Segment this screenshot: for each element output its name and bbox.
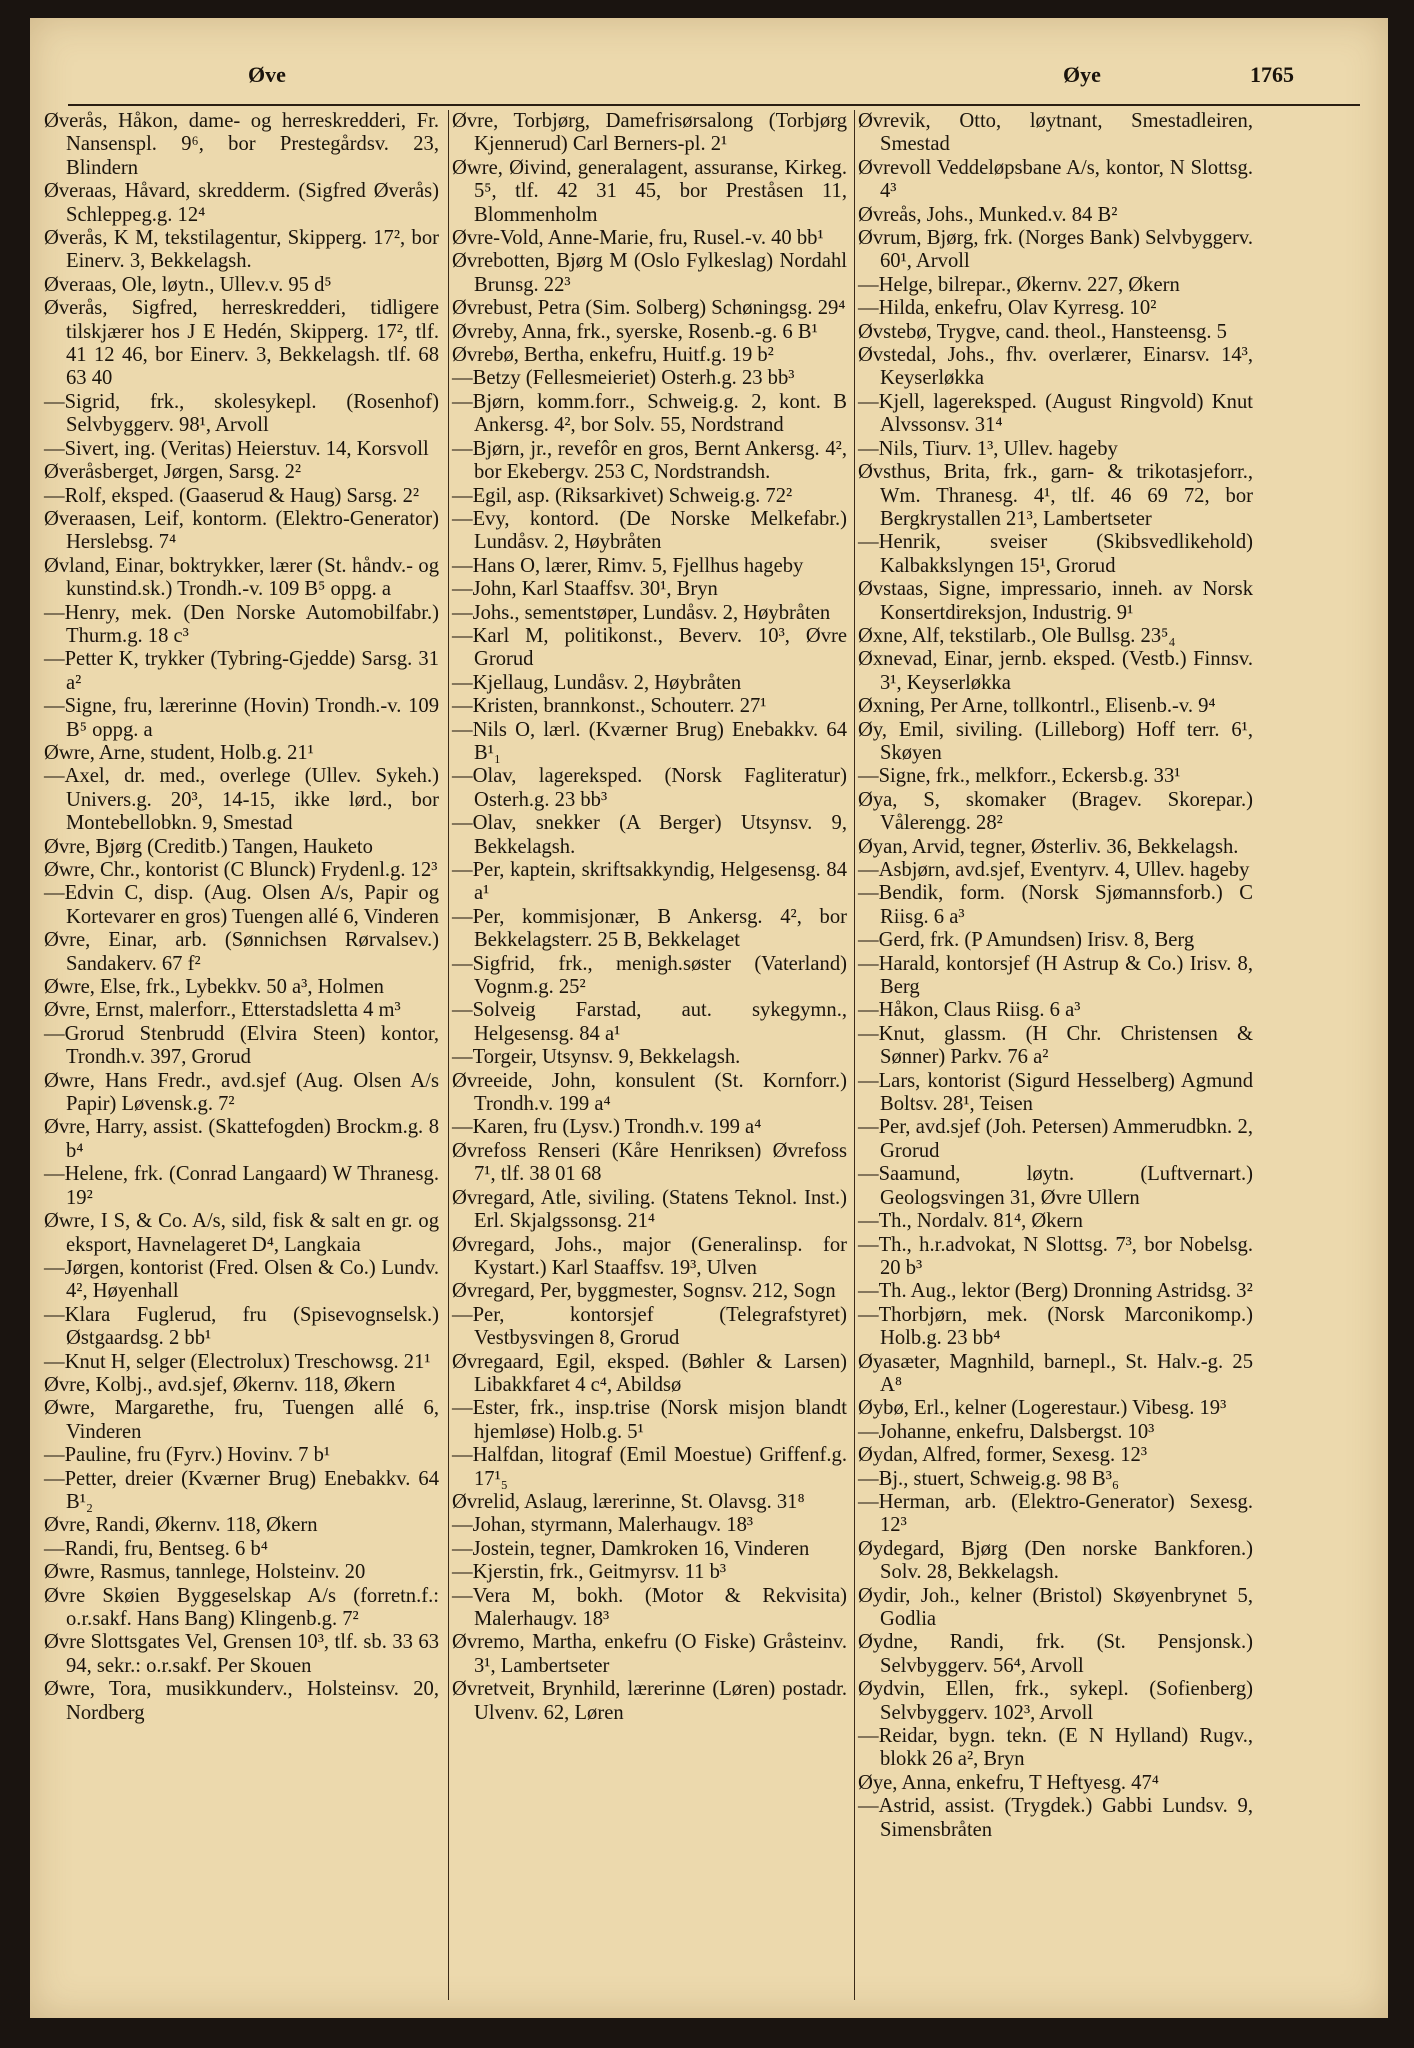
directory-entry: —Rolf, eksped. (Gaaserud & Haug) Sarsg. 2² — [44, 484, 420, 507]
directory-entry: Øwre, Tora, musikkunderv., Holsteinsv. 20, Nordberg — [44, 1678, 439, 1724]
directory-entry: Øvre, Randi, Økernv. 118, Økern — [44, 1514, 318, 1537]
column-3 — [858, 110, 1253, 1842]
directory-entry: —Harald, kontorsjef (H Astrup & Co.) Irisv. 8, Berg — [858, 952, 1253, 999]
directory-entry: —Johs., sementstøper, Lundåsv. 2, Høybråten — [452, 601, 831, 624]
directory-entry: Øveraas, Håvard, skredderm. (Sigfred Øverås) Schleppeg.g. 12⁴ — [44, 180, 439, 226]
directory-entry: Øvrelid, Aslaug, lærerinne, St. Olavsg. 31⁸ — [452, 1490, 805, 1513]
directory-entry: Øvrebotten, Bjørg M (Oslo Fylkeslag) Nordahl Brunsg. 22³ — [452, 250, 847, 296]
directory-entry: Øvre, Torbjørg, Damefrisørsalong (Torbjørg Kjennerud) Carl Berners-pl. 2¹ — [452, 110, 847, 156]
directory-entry: —Per, kommisjonær, B Ankersg. 4², bor Bekkelagsterr. 25 B, Bekkelaget — [452, 905, 847, 952]
column-divider — [448, 110, 449, 2000]
directory-entry: —Reidar, bygn. tekn. (E N Hylland) Rugv., blokk 26 a², Bryn — [858, 1725, 1253, 1771]
directory-entry: —Astrid, assist. (Trygdek.) Gabbi Lundsv. 9, Simensbråten — [858, 1795, 1253, 1841]
directory-entry: Øverås, K M, tekstilagentur, Skipperg. 17², bor Einerv. 3, Bekkelagsh. — [44, 227, 439, 273]
directory-entry: —Henry, mek. (Den Norske Automobilfabr.) Thurm.g. 18 c³ — [44, 601, 439, 647]
page-number: 1765 — [1250, 62, 1294, 87]
directory-entry: —Hilda, enkefru, Olav Kyrresg. 10² — [858, 297, 1157, 320]
directory-entry: Øya, S, skomaker (Bragev. Skorepar.) Vålerengg. 28² — [858, 788, 1253, 835]
directory-entry: —Henrik, sveiser (Skibsvedlikehold) Kalbakkslyngen 15¹, Grorud — [858, 531, 1253, 577]
directory-entry: Øvrefoss Renseri (Kåre Henriksen) Øvrefoss 7¹, tlf. 38 01 68 — [452, 1139, 847, 1186]
directory-entry: Øwre, Øivind, generalagent, assuranse, Kirkeg. 5⁵, tlf. 42 31 45, bor Preståsen 11, Blommenholm — [452, 156, 847, 226]
directory-entry: —Olav, snekker (A Berger) Utsynsv. 9, Bekkelagsh. — [452, 812, 847, 858]
directory-entry: —Jostein, tegner, Damkroken 16, Vinderen — [452, 1537, 810, 1560]
directory-entry: Øvre Skøien Byggeselskap A/s (forretn.f.: o.r.sakf. Hans Bang) Klingenb.g. 7² — [44, 1584, 439, 1630]
directory-entry: Øwre, Else, frk., Lybekkv. 50 a³, Holmen — [44, 976, 384, 999]
directory-entry: Øyasæter, Magnhild, barnepl., St. Halv.-g. 25 A⁸ — [858, 1350, 1253, 1396]
directory-entry: —Bendik, form. (Norsk Sjømannsforb.) C Riisg. 6 a³ — [858, 882, 1253, 928]
directory-entry: —Bjørn, jr., revefôr en gros, Bernt Ankersg. 4², bor Ekebergv. 253 C, Nordstrandsh. — [452, 437, 847, 484]
directory-entry: Øvre, Ernst, malerforr., Etterstadsletta 4 m³ — [44, 999, 401, 1022]
directory-entry: —Nils O, lærl. (Kværner Brug) Enebakkv. 64 B¹₁ — [452, 718, 847, 764]
directory-entry: Øvregard, Johs., major (Generalinsp. for Kystart.) Karl Staaffsv. 19³, Ulven — [452, 1233, 847, 1279]
directory-entry: Øvland, Einar, boktrykker, lærer (St. håndv.- og kunstind.sk.) Trondh.-v. 109 B⁵ oppg. a — [44, 554, 439, 601]
header-right-word: Øye — [1063, 62, 1101, 87]
directory-entry: Øvregaard, Egil, eksped. (Bøhler & Larsen) Libakkfaret 4 c⁴, Abildsø — [452, 1350, 847, 1396]
directory-entry: —Kristen, brannkonst., Schouterr. 27¹ — [452, 695, 767, 718]
directory-entry: Øvrevoll Veddeløpsbane A/s, kontor, N Slottsg. 4³ — [858, 156, 1253, 203]
directory-entry: —Per, kontorsjef (Telegrafstyret) Vestbysvingen 8, Grorud — [452, 1303, 847, 1350]
directory-entry: Øwre, Margarethe, fru, Tuengen allé 6, Vinderen — [44, 1397, 439, 1443]
directory-entry: —Grorud Stenbrudd (Elvira Steen) kontor, Trondh.v. 397, Grorud — [44, 1022, 439, 1069]
directory-entry: Øvremo, Martha, enkefru (O Fiske) Gråsteinv. 3¹, Lambertseter — [452, 1631, 847, 1677]
directory-entry: Øye, Anna, enkefru, T Heftyesg. 47⁴ — [858, 1771, 1159, 1794]
directory-entry: —Egil, asp. (Riksarkivet) Schweig.g. 72² — [452, 484, 793, 507]
directory-entry: —Johan, styrmann, Malerhaugv. 18³ — [452, 1514, 754, 1537]
directory-entry: —Hans O, lærer, Rimv. 5, Fjellhus hageby — [452, 554, 804, 577]
directory-entry: Øvre, Harry, assist. (Skattefogden) Brockm.g. 8 b⁴ — [44, 1116, 439, 1162]
directory-entry: —Th. Aug., lektor (Berg) Dronning Astridsg. 3² — [858, 1280, 1253, 1303]
column-2 — [452, 110, 847, 1725]
column-divider — [854, 110, 855, 2000]
directory-entry: Øydan, Alfred, former, Sexesg. 12³ — [858, 1444, 1148, 1467]
directory-entry: Øybø, Erl., kelner (Logerestaur.) Vibesg. 19³ — [858, 1397, 1227, 1420]
directory-entry: Øydegard, Bjørg (Den norske Bankforen.) Solv. 28, Bekkelagsh. — [858, 1537, 1253, 1584]
directory-entry: —Petter, dreier (Kværner Brug) Enebakkv. 64 B¹₂ — [44, 1467, 439, 1513]
directory-entry: Øvre, Bjørg (Creditb.) Tangen, Hauketo — [44, 835, 373, 858]
directory-entry: Øveraasen, Leif, kontorm. (Elektro-Generator) Herslebsg. 7⁴ — [44, 507, 439, 554]
directory-entry: —Halfdan, litograf (Emil Moestue) Griffenf.g. 17¹₅ — [452, 1444, 847, 1490]
directory-entry: —Lars, kontorist (Sigurd Hesselberg) Agmund Boltsv. 28¹, Teisen — [858, 1069, 1253, 1116]
header-rule — [68, 104, 1360, 106]
directory-entry: Øydvin, Ellen, frk., sykepl. (Sofienberg) Selvbyggerv. 102³, Arvoll — [858, 1678, 1253, 1724]
directory-entry: Øvrevik, Otto, løytnant, Smestadleiren, Smestad — [858, 110, 1253, 156]
directory-entry: —Knut, glassm. (H Chr. Christensen & Sønner) Parkv. 76 a² — [858, 1022, 1253, 1069]
directory-entry: Øvrebø, Bertha, enkefru, Huitf.g. 19 b² — [452, 344, 774, 367]
directory-entry: Øverås, Sigfred, herreskredderi, tidligere tilskjærer hos J E Hedén, Skipperg. 17², tlf. 41 12 46, bor Einerv. 3, Bekkelagsh. tlf. 68 63 40 — [44, 297, 439, 390]
directory-entry: —Sivert, ing. (Veritas) Heierstuv. 14, Korsvoll — [44, 437, 429, 460]
directory-entry: Øvreås, Johs., Munked.v. 84 B² — [858, 203, 1118, 226]
directory-entry: —Karen, fru (Lysv.) Trondh.v. 199 a⁴ — [452, 1116, 762, 1139]
directory-entry: Øverås, Håkon, dame- og herreskredderi, Fr. Nansenspl. 9⁶, bor Prestegårdsv. 23, Blindern — [44, 110, 439, 179]
directory-entry: —Randi, fru, Bentseg. 6 b⁴ — [44, 1537, 268, 1560]
directory-entry: —Sigfrid, frk., menigh.søster (Vaterland) Vognm.g. 25² — [452, 952, 847, 999]
directory-entry: —Saamund, løytn. (Luftvernart.) Geologsvingen 31, Øvre Ullern — [858, 1163, 1253, 1209]
directory-entry: —Herman, arb. (Elektro-Generator) Sexesg. 12³ — [858, 1490, 1253, 1537]
directory-entry: Øvstebø, Trygve, cand. theol., Hansteensg. 5 — [858, 320, 1227, 343]
directory-entry: —Thorbjørn, mek. (Norsk Marconikomp.) Holb.g. 23 bb⁴ — [858, 1303, 1253, 1350]
directory-entry: —Bj., stuert, Schweig.g. 98 B³₆ — [858, 1467, 1120, 1490]
directory-entry: —Bjørn, komm.forr., Schweig.g. 2, kont. B Ankersg. 4², bor Solv. 55, Nordstrand — [452, 390, 847, 437]
directory-entry: Øxnevad, Einar, jernb. eksped. (Vestb.) Finnsv. 3¹, Keyserløkka — [858, 648, 1253, 694]
header-left-word: Øve — [248, 62, 286, 87]
directory-entry: Øy, Emil, siviling. (Lilleborg) Hoff terr. 6¹, Skøyen — [858, 718, 1253, 764]
directory-entry: Øwre, Rasmus, tannlege, Holsteinv. 20 — [44, 1561, 366, 1584]
directory-entry: Øvrebust, Petra (Sim. Solberg) Schøningsg. 29⁴ — [452, 297, 846, 320]
directory-entry: —Knut H, selger (Electrolux) Treschowsg. 21¹ — [44, 1350, 431, 1373]
directory-entry: —Evy, kontord. (De Norske Melkefabr.) Lundåsv. 2, Høybråten — [452, 507, 847, 554]
directory-page — [30, 18, 1388, 2018]
directory-entry: Øxning, Per Arne, tollkontrl., Elisenb.-v. 9⁴ — [858, 695, 1216, 718]
directory-entry: Øwre, I S, & Co. A/s, sild, fisk & salt en gr. og eksport, Havnelageret D⁴, Langkaia — [44, 1210, 439, 1256]
directory-entry: Øvre-Vold, Anne-Marie, fru, Rusel.-v. 40 bb¹ — [452, 227, 824, 250]
directory-entry: —Vera M, bokh. (Motor & Rekvisita) Malerhaugv. 18³ — [452, 1584, 847, 1630]
directory-entry: Øvregard, Per, byggmester, Sognsv. 212, Sogn — [452, 1280, 836, 1303]
directory-entry: Øxne, Alf, tekstilarb., Ole Bullsg. 23⁵₄ — [858, 624, 1176, 647]
directory-entry: Øvsthus, Brita, frk., garn- & trikotasjeforr., Wm. Thranesg. 4¹, tlf. 46 69 72, bor Bergkrystallen 21³, Lambertseter — [858, 461, 1253, 530]
directory-entry: Øvreeide, John, konsulent (St. Kornforr.) Trondh.v. 199 a⁴ — [452, 1069, 847, 1116]
directory-entry: —Signe, frk., melkforr., Eckersb.g. 33¹ — [858, 765, 1181, 788]
directory-entry: —Helge, bilrepar., Økernv. 227, Økern — [858, 273, 1180, 296]
directory-entry: Øveråsberget, Jørgen, Sarsg. 2² — [44, 461, 302, 484]
directory-entry: Øvrum, Bjørg, frk. (Norges Bank) Selvbyggerv. 60¹, Arvoll — [858, 227, 1253, 273]
directory-entry: Øyan, Arvid, tegner, Østerliv. 36, Bekkelagsh. — [858, 835, 1239, 858]
directory-entry: —Signe, fru, lærerinne (Hovin) Trondh.-v. 109 B⁵ oppg. a — [44, 695, 439, 741]
directory-entry: Øwre, Arne, student, Holb.g. 21¹ — [44, 741, 314, 764]
directory-entry: Øvretveit, Brynhild, lærerinne (Løren) postadr. Ulvenv. 62, Løren — [452, 1678, 847, 1724]
directory-entry: Øydne, Randi, frk. (St. Pensjonsk.) Selvbyggerv. 56⁴, Arvoll — [858, 1631, 1253, 1677]
directory-entry: —Håkon, Claus Riisg. 6 a³ — [858, 999, 1081, 1022]
directory-entry: —Pauline, fru (Fyrv.) Hovinv. 7 b¹ — [44, 1444, 331, 1467]
directory-entry: —Johanne, enkefru, Dalsbergst. 10³ — [858, 1420, 1155, 1443]
directory-entry: —Kjellaug, Lundåsv. 2, Høybråten — [452, 671, 742, 694]
directory-entry: —Kjell, lagereksped. (August Ringvold) Knut Alvssonsv. 31⁴ — [858, 390, 1253, 437]
directory-entry: —Per, kaptein, skriftsakkyndig, Helgesensg. 84 a¹ — [452, 859, 847, 905]
directory-entry: Øvre, Einar, arb. (Sønnichsen Rørvalsev.) Sandakerv. 67 f² — [44, 929, 439, 975]
directory-entry: Øwre, Chr., kontorist (C Blunck) Frydenl.g. 12³ — [44, 859, 438, 881]
directory-entry: —Jørgen, kontorist (Fred. Olsen & Co.) Lundv. 4², Høyenhall — [44, 1256, 439, 1303]
directory-entry: Øwre, Hans Fredr., avd.sjef (Aug. Olsen A/s Papir) Løvensk.g. 7² — [44, 1069, 439, 1116]
directory-entry: Øvre Slottsgates Vel, Grensen 10³, tlf. sb. 33 63 94, sekr.: o.r.sakf. Per Skouen — [44, 1631, 439, 1677]
directory-entry: —Th., Nordalv. 81⁴, Økern — [858, 1210, 1083, 1233]
directory-entry: Øvstedal, Johs., fhv. overlærer, Einarsv. 14³, Keyserløkka — [858, 344, 1253, 390]
directory-entry: —Helene, frk. (Conrad Langaard) W Thranesg. 19² — [44, 1163, 439, 1209]
directory-entry: —Petter K, trykker (Tybring-Gjedde) Sarsg. 31 a² — [44, 648, 439, 694]
directory-entry: —Gerd, frk. (P Amundsen) Irisv. 8, Berg — [858, 929, 1195, 952]
directory-entry: Øveraas, Ole, løytn., Ullev.v. 95 d⁵ — [44, 273, 332, 296]
directory-entry: —Ester, frk., insp.trise (Norsk misjon blandt hjemløse) Holb.g. 5¹ — [452, 1397, 847, 1443]
directory-entry: —Klara Fuglerud, fru (Spisevognselsk.) Østgaardsg. 2 bb¹ — [44, 1303, 439, 1350]
directory-entry: —Per, avd.sjef (Joh. Petersen) Ammerudbkn. 2, Grorud — [858, 1116, 1253, 1162]
directory-entry: —Olav, lagereksped. (Norsk Fagliteratur) Osterh.g. 23 bb³ — [452, 765, 847, 811]
directory-entry: Øvstaas, Signe, impressario, inneh. av Norsk Konsertdireksjon, Industrig. 9¹ — [858, 578, 1253, 624]
directory-entry: —Karl M, politikonst., Beverv. 10³, Øvre Grorud — [452, 624, 847, 671]
directory-entry: —Torgeir, Utsynsv. 9, Bekkelagsh. — [452, 1046, 741, 1069]
directory-entry: —Solveig Farstad, aut. sykegymn., Helgesensg. 84 a¹ — [452, 999, 847, 1045]
directory-entry: —Betzy (Fellesmeieriet) Osterh.g. 23 bb³ — [452, 367, 795, 390]
directory-entry: Øvreby, Anna, frk., syerske, Rosenb.-g. 6 B¹ — [452, 320, 818, 343]
directory-entry: —Th., h.r.advokat, N Slottsg. 7³, bor Nobelsg. 20 b³ — [858, 1233, 1253, 1279]
directory-entry: —Edvin C, disp. (Aug. Olsen A/s, Papir og Kortevarer en gros) Tuengen allé 6, Vinderen — [44, 882, 439, 928]
directory-entry: —Asbjørn, avd.sjef, Eventyrv. 4, Ullev. hageby — [858, 859, 1250, 881]
directory-entry: Øydir, Joh., kelner (Bristol) Skøyenbrynet 5, Godlia — [858, 1584, 1253, 1630]
directory-entry: —Kjerstin, frk., Geitmyrsv. 11 b³ — [452, 1561, 727, 1584]
directory-entry: —Axel, dr. med., overlege (Ullev. Sykeh.) Univers.g. 20³, 14-15, ikke lørd., bor Montebellobkn. 9, Smestad — [44, 765, 439, 835]
directory-entry: —John, Karl Staaffsv. 30¹, Bryn — [452, 578, 718, 601]
directory-entry: —Nils, Tiurv. 1³, Ullev. hageby — [858, 437, 1118, 460]
directory-entry: Øvregard, Atle, siviling. (Statens Teknol. Inst.) Erl. Skjalgssonsg. 21⁴ — [452, 1186, 847, 1233]
column-1 — [44, 110, 439, 1725]
directory-entry: —Sigrid, frk., skolesykepl. (Rosenhof) Selvbyggerv. 98¹, Arvoll — [44, 390, 439, 437]
directory-entry: Øvre, Kolbj., avd.sjef, Økernv. 118, Økern — [44, 1373, 396, 1396]
